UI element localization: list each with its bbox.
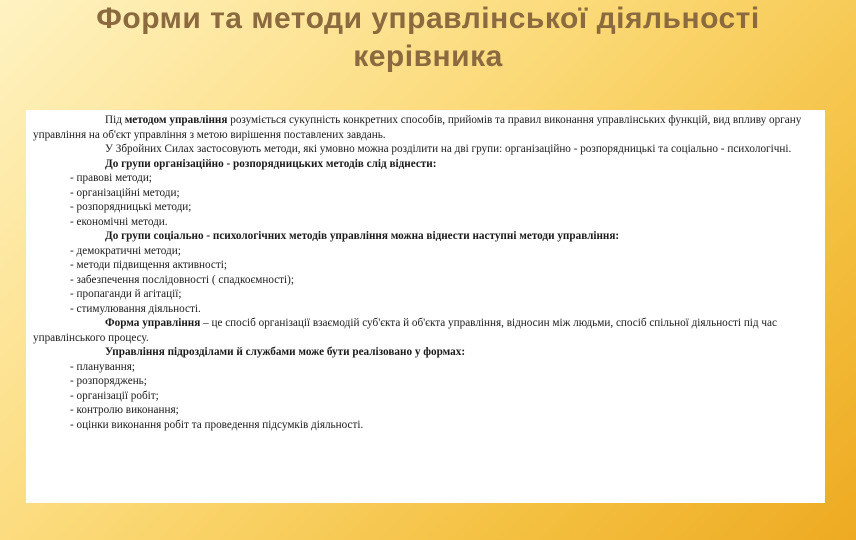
list-item: - пропаганди й агітації; (33, 287, 817, 302)
form-paragraph (33, 316, 817, 345)
list-item: - забезпечення послідовності ( спадкоємності); (33, 273, 817, 288)
list-item: - методи підвищення активності; (33, 258, 817, 273)
list-item: - економічні методи. (33, 215, 817, 230)
slide-title-line-2: керівника (353, 40, 503, 73)
list-item: - організації робіт; (33, 389, 817, 404)
list-item: - стимулювання діяльності. (33, 302, 817, 317)
forms-heading: Управління підрозділами й службами може бути реалізовано у формах: (105, 346, 466, 358)
list-item: - розпоряджень; (33, 374, 817, 389)
list-item: - розпорядницькі методи; (33, 200, 817, 215)
form-text: – це спосіб організації взаємодій суб'єкта й об'єкта управління, відносин між людьми, спосіб спільної діяльності під час управлінського процесу. (33, 317, 777, 344)
org-methods-heading: До групи організаційно - розпорядницьких методів слід віднести: (105, 157, 437, 170)
intro-prefix: Під (105, 114, 125, 126)
intro-paragraph (33, 113, 817, 142)
list-item: - планування; (33, 360, 817, 375)
document-panel (26, 110, 825, 503)
intro-term: методом управління (124, 114, 228, 126)
slide-title (0, 0, 856, 76)
list-item: - оцінки виконання робіт та проведення підсумків діяльності. (33, 418, 817, 433)
armed-forces-paragraph: У Збройних Силах застосовують методи, які умовно можна розділити на дві групи: організаційно - розпорядницькі та соціально - психологічні. (105, 143, 792, 155)
social-methods-heading: До групи соціально - психологічних методів управління можна віднести наступні методи управління: (105, 230, 620, 242)
slide-title-line-1: Форми та методи управлінської діяльності (96, 2, 760, 35)
intro-text: розуміється сукупність конкретних способів, прийомів та правил виконання управлінських функцій, вид впливу органу управління на об'єкт управління з метою вирішення поставлених завдань. (33, 114, 802, 141)
form-term: Форма управління (105, 317, 201, 329)
list-item: - правові методи; (33, 171, 817, 186)
list-item: - організаційні методи; (33, 186, 817, 201)
list-item: - демократичні методи; (33, 244, 817, 259)
list-item: - контролю виконання; (33, 403, 817, 418)
